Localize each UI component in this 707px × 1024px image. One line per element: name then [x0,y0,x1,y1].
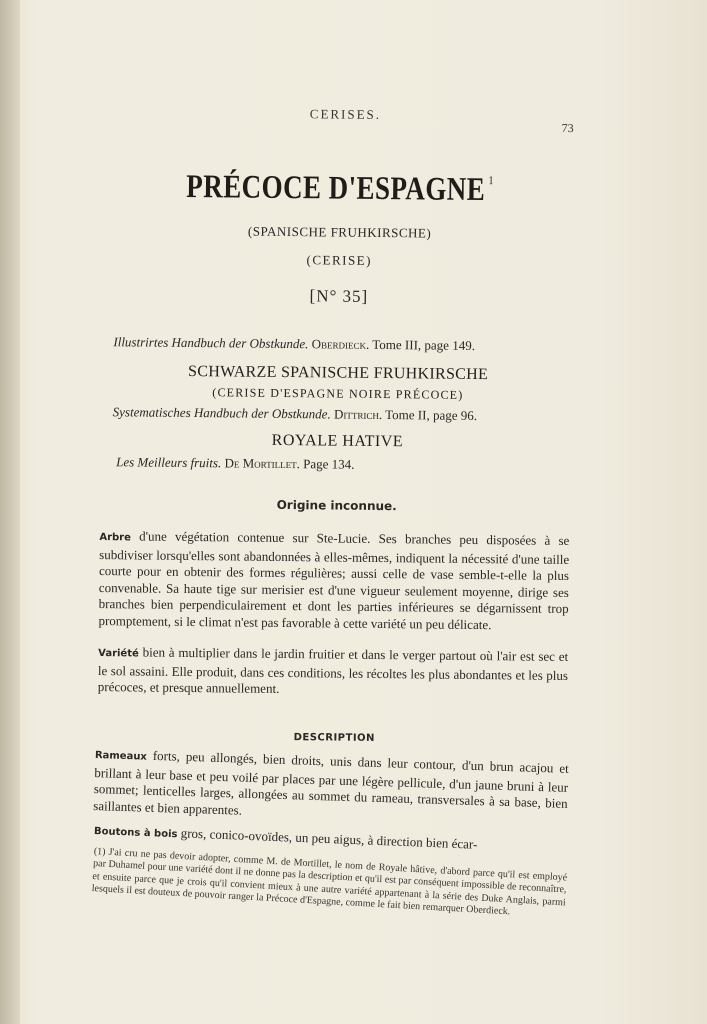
paragraph-variete [98,644,569,701]
title-text: PRÉCOCE D'ESPAGNE [186,168,486,209]
reference-author: Oberdieck. [311,336,370,352]
page-title [139,168,541,209]
reference-work: Systematisches Handbuch der Obstkunde. [112,404,331,422]
reference-work: Illustrirtes Handbuch der Obstkunde. [113,334,309,352]
description-heading: DESCRIPTION [293,732,376,744]
catalog-number: [N° 35] [309,286,369,306]
paragraph-lead: Arbre [99,532,131,544]
reference-3 [116,454,586,475]
paragraph-lead: Boutons à bois [93,826,178,841]
reference-2 [113,404,583,425]
running-head: CERISES. [309,106,382,122]
reference-location: Tome II, page 96. [385,407,478,424]
reference-author: Dittrich. [333,406,383,423]
reference-work: Les Meilleurs fruits. [116,454,222,471]
paragraph-lead: Rameaux [94,750,148,763]
book-page [91,96,586,918]
synonym-2-name: ROYALE HATIVE [271,431,404,451]
reference-author: De Mortillet. [224,455,300,472]
paragraph-text: bien à multiplier dans le jardin fruitier et dans le verger partout où l'air est sec et le sol assaini. Elle produit, dans ces conditions, les récoltes les plus abondantes et les plus précoces, et presque annuellement. [97,644,569,697]
paragraph-rameaux [93,746,569,829]
title-footnote-marker: 1 [488,173,494,188]
paragraph-text: forts, peu allongés, bien droits, unis dans leur contour, d'un brun acajou et brillant à leur base et peu voilé par places par une légère pellicule, d'un jaune bruni à leur sommet; lenticelles larges, allongées au sommet du rameau, transversales à sa base, bien saillantes et bien apparentes. [93,747,569,818]
origin-heading: Origine inconnue. [276,497,397,514]
paragraph-text: gros, conico-ovoïdes, un peu aigus, à direction bien écar- [177,825,478,852]
page-number: 73 [561,120,574,136]
reference-1 [113,334,583,355]
paragraph-arbre [98,528,569,634]
fruit-kind: (CERISE) [306,252,373,268]
subtitle: (SPANISCHE FRUHKIRSCHE) [247,223,432,241]
reference-location: Tome III, page 149. [372,336,476,353]
footnote: (1) J'ai cru ne pas devoir adopter, comme M. de Mortillet, le nom de Royale hâtive, d'abord parce qu'il est employé par Duhamel pour une variété dont il ne donne pas la description et qu'il est par conséquent impossible de reconnaître, et ensuite parce que je crois qu'il convient mieux à une autre variété appartenant à la série des Duke Anglais, parmi lesquels il est douteux de pouvoir ranger la Précoce d'Espagne, comme le fait bien remarquer Oberdieck. [91,846,568,918]
book-gutter [0,0,20,1024]
paragraph-lead: Variété [98,648,139,660]
synonym-1-translation: (CERISE D'ESPAGNE NOIRE PRÉCOCE) [212,385,464,402]
paragraph-text: d'une végétation contenue sur Ste-Lucie. Ses branches peu disposées à se subdiviser lorsqu'elles sont abandonnées à elles-mêmes, indiquent la nécessité d'une taille courte pour en obtenir des formes régulières; aussi celle de vase semble-t-elle la plus convenable. Sa haute tige sur merisier est d'une vigueur seulement moyenne, dirige ses branches bien perpendiculairement et dont les parties inférieures se dégarnissent trop promptement, si le climat n'est pas favorable à cette variété un peu délicate. [98,528,570,633]
synonym-1-name: SCHWARZE SPANISCHE FRUHKIRSCHE [188,362,489,384]
reference-location: Page 134. [303,456,355,472]
